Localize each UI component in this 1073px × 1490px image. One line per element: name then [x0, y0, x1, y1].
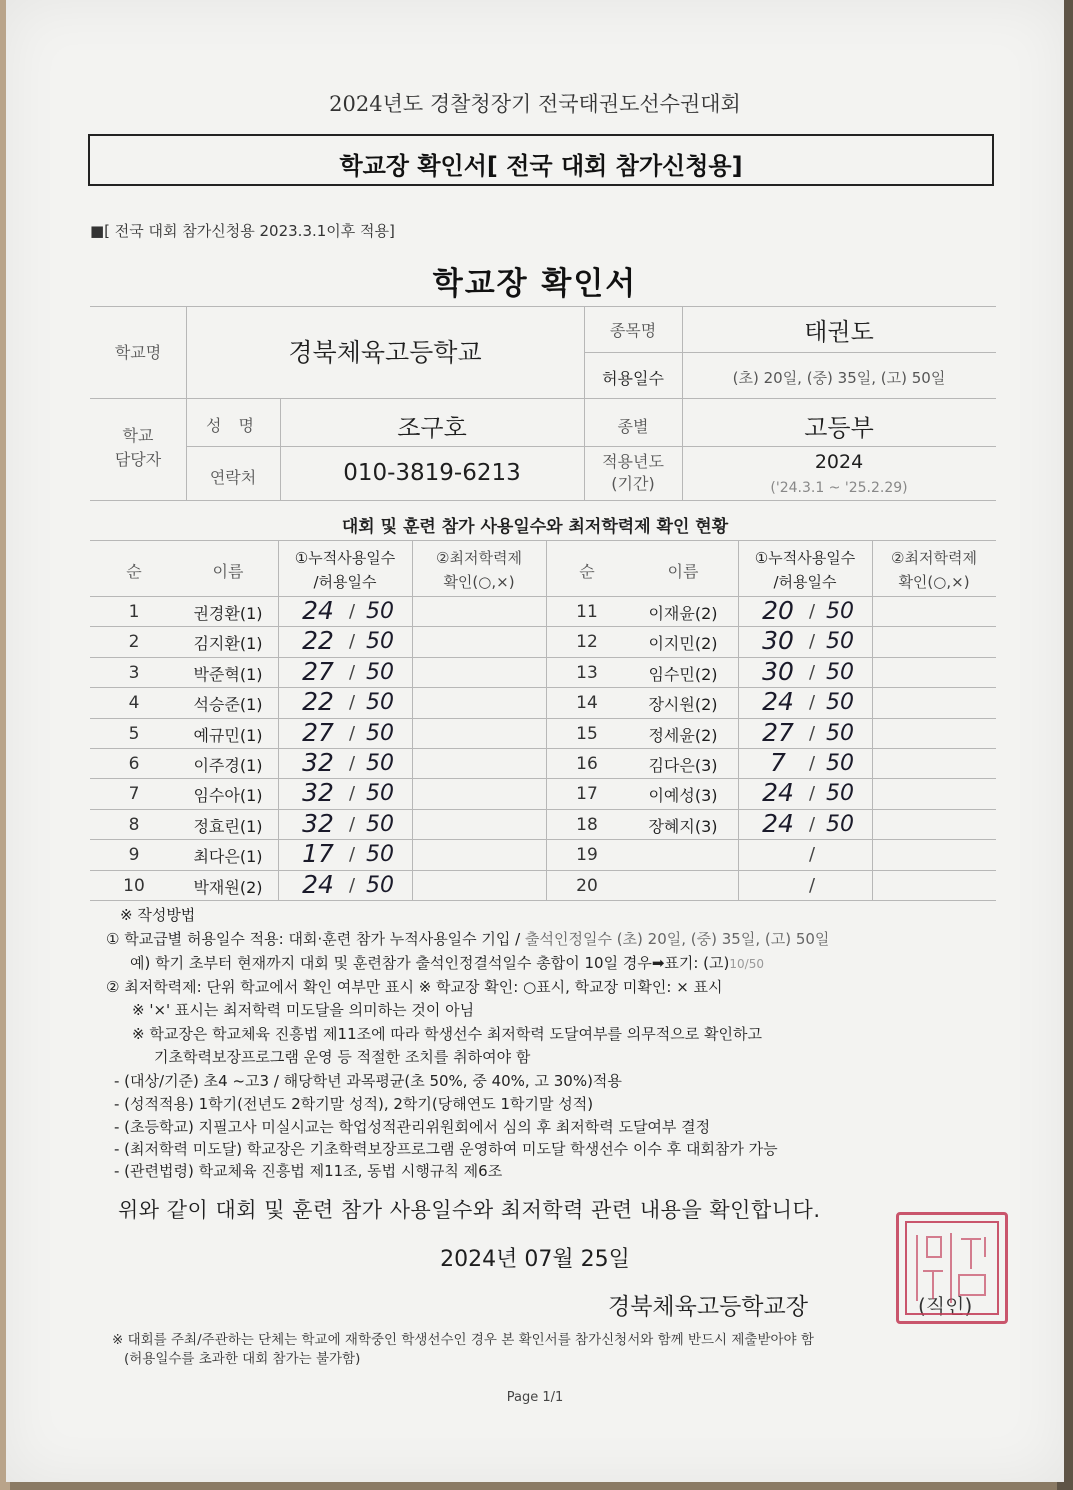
header-days-line2: /허용일수 [313, 573, 377, 591]
student-name: 박준혁(1) [193, 664, 263, 684]
slash-mark: / [348, 813, 356, 835]
grid-line [90, 398, 996, 399]
used-days: 22 [302, 687, 334, 717]
slash-mark: / [808, 753, 816, 774]
allowed-days: 50 [826, 690, 854, 716]
slash-mark: / [348, 783, 356, 805]
header-check-line1: ②최저학력제 [891, 549, 977, 567]
allowed-days: 50 [366, 842, 394, 868]
instruction-line-3: ② 최저학력제: 단위 학교에서 확인 여부만 표시 ※ 학교장 확인: ○표시, 학교장 미확인: × 표시 [106, 978, 723, 996]
table-grid-line [90, 540, 996, 541]
roster-table [90, 540, 996, 900]
row-number: 11 [576, 602, 598, 622]
used-days: 7 [770, 748, 786, 777]
table-row [90, 809, 996, 839]
allowed-days: 50 [826, 629, 854, 655]
used-days: 30 [762, 626, 794, 656]
year-label-line1: 적용년도 [602, 452, 664, 471]
year-label [584, 451, 682, 495]
instruction-line-1 [106, 928, 829, 949]
row-number: 1 [128, 602, 140, 622]
instruction-line-2b: 10/50 [729, 957, 764, 971]
year-value: 2024 [814, 451, 864, 473]
instruction-line-5: ※ 학교장은 학교체육 진흥법 제11조에 따라 학생선수 최저학력 도달여부를 의무적으로 확인하고 [132, 1025, 762, 1043]
used-days: 27 [302, 717, 334, 747]
slash-mark: / [348, 844, 356, 866]
slash-mark: / [348, 631, 356, 653]
allowed-label: 허용일수 [602, 369, 664, 388]
allowed-days: 50 [826, 811, 854, 837]
allowed-days: 50 [366, 599, 394, 624]
student-name: 임수민(2) [648, 664, 718, 684]
instruction-line-11: - (관련법령) 학교체육 진흥법 제11조, 동법 시행규칙 제6조 [114, 1162, 503, 1180]
application-note: ■[ 전국 대회 참가신청용 2023.3.1이후 적용] [90, 222, 395, 240]
allowed-days: 50 [826, 659, 854, 685]
contact-label: 연락처 [209, 468, 257, 487]
instruction-line-6: 기초학력보장프로그램 운영 등 적절한 조치를 취하여야 함 [154, 1048, 531, 1066]
row-number: 12 [576, 632, 598, 653]
row-number: 16 [576, 754, 598, 774]
instruction-line-2a: 예) 학기 초부터 현재까지 대회 및 훈련참가 출석인정결석일수 총합이 10일 경우➡표기: (고) [130, 954, 730, 972]
row-number: 7 [128, 784, 140, 805]
student-name: 예규민(1) [193, 725, 263, 745]
allowed-days: 50 [826, 751, 854, 776]
used-days: 32 [302, 748, 334, 777]
grid-line [90, 500, 996, 501]
row-number: 8 [128, 814, 140, 835]
used-days: 24 [302, 869, 334, 899]
student-name: 장혜지(3) [648, 816, 718, 836]
table-row [90, 748, 996, 778]
allowed-days: 50 [366, 720, 394, 746]
sport-label: 종목명 [609, 321, 657, 340]
row-number: 19 [576, 845, 598, 866]
instruction-line-2 [130, 952, 764, 973]
instruction-line-10: - (최저학력 미도달) 학교장은 기초학력보장프로그램 운영하여 미도달 학생선수 이수 후 대회참가 가능 [114, 1140, 778, 1158]
header-days-right [738, 546, 872, 594]
contact-value: 010-3819-6213 [343, 460, 521, 486]
slash-mark: / [808, 874, 816, 896]
row-number: 9 [128, 845, 140, 866]
used-days: 32 [302, 808, 334, 838]
allowed-days: 50 [826, 720, 854, 746]
header-days-line1: ①누적사용일수 [294, 549, 396, 567]
signer-name: 경북체육고등학교장 [608, 1294, 808, 1320]
student-name: 이주경(1) [193, 756, 263, 775]
seal-mark-text: (직인) [918, 1294, 973, 1318]
allowed-days: 50 [366, 751, 394, 776]
box-title: 학교장 확인서[ 전국 대회 참가신청용] [339, 152, 743, 180]
table-row [90, 839, 996, 869]
header-check-right [872, 546, 996, 594]
instruction-line-8: - (성적적용) 1학기(전년도 2학기말 성적), 2학기(당해연도 1학기말 성적) [114, 1095, 594, 1113]
student-name: 정세윤(2) [648, 725, 718, 745]
allowed-days: 50 [826, 781, 854, 807]
allowed-days: 50 [366, 781, 394, 807]
table-row [90, 657, 996, 687]
header-no-right: 순 [579, 562, 595, 581]
seal-pattern [899, 1215, 1005, 1321]
row-number: 10 [123, 875, 145, 896]
confirmation-statement: 위와 같이 대회 및 훈련 참가 사용일수와 최저학력 관련 내용을 확인합니다. [118, 1198, 821, 1222]
table-row [90, 687, 996, 717]
slash-mark: / [348, 753, 356, 774]
document-title: 학교장 확인서 [432, 266, 638, 302]
instruction-line-1a: ① 학교급별 허용일수 적용: 대회·훈련 참가 누적사용일수 기입 / [106, 930, 525, 948]
slash-mark: / [808, 692, 816, 714]
grid-line [90, 306, 996, 307]
slash-mark: / [348, 722, 356, 744]
instructions-title: ※ 작성방법 [120, 906, 196, 924]
table-row [90, 626, 996, 656]
row-number: 2 [128, 632, 140, 653]
year-label-line2: (기간) [611, 474, 655, 493]
used-days: 27 [302, 656, 334, 686]
confirmation-date: 2024년 07월 25일 [440, 1247, 630, 1272]
student-name: 이재윤(2) [648, 604, 718, 623]
student-name: 석승준(1) [193, 695, 263, 715]
slash-mark: / [808, 661, 816, 683]
used-days: 32 [302, 778, 334, 808]
used-days: 30 [762, 656, 794, 686]
allowed-days: 50 [366, 629, 394, 655]
table-row [90, 870, 996, 900]
instruction-line-7: - (대상/기준) 초4 ~고3 / 해당학년 과목평균(초 50%, 중 40%, 고 30%)적용 [114, 1072, 622, 1090]
header-check-line2: 확인(○,×) [898, 573, 970, 591]
header-days-left [278, 546, 412, 594]
student-name: 박재원(2) [193, 877, 263, 897]
row-number: 4 [128, 693, 140, 714]
instruction-line-4: ※ '×' 표시는 최저학력 미도달을 의미하는 것이 아님 [132, 1001, 475, 1019]
manager-label-line2: 담당자 [114, 450, 162, 469]
footer-note-1: ※ 대회를 주최/주관하는 단체는 학교에 재학중인 학생선수인 경우 본 확인서를 참가신청서와 함께 반드시 제출받아야 함 [112, 1332, 814, 1348]
header-name-right: 이름 [667, 562, 699, 581]
table-row [90, 778, 996, 808]
page-number: Page 1/1 [506, 1390, 564, 1405]
slash-mark: / [348, 874, 356, 896]
manager-label-line1: 학교 [122, 426, 154, 445]
header-days-line2: /허용일수 [773, 573, 837, 591]
student-name: 김다은(3) [648, 756, 718, 775]
school-label: 학교명 [114, 343, 162, 362]
used-days: 24 [302, 596, 334, 625]
slash-mark: / [808, 813, 816, 835]
row-number: 13 [576, 662, 598, 683]
allowed-days: 50 [366, 872, 394, 898]
instruction-line-9: - (초등학교) 지필고사 미실시교는 학업성적관리위원회에서 심의 후 최저학력 도달여부 결정 [114, 1118, 711, 1136]
used-days: 17 [302, 839, 334, 869]
manager-label [90, 424, 186, 472]
allowed-days: (초) 20일, (중) 35일, (고) 50일 [732, 369, 946, 387]
header-check-left [412, 546, 546, 594]
student-name: 이예성(3) [648, 786, 718, 806]
row-number: 3 [128, 662, 140, 683]
header-no-left: 순 [126, 562, 142, 581]
division-value: 고등부 [804, 414, 874, 442]
table-grid-line [90, 900, 996, 901]
slash-mark: / [348, 692, 356, 714]
row-number: 18 [576, 814, 598, 835]
school-name: 경북체육고등학교 [288, 338, 482, 367]
row-number: 14 [576, 693, 598, 714]
slash-mark: / [808, 631, 816, 653]
slash-mark: / [808, 601, 816, 622]
header-days-line1: ①누적사용일수 [754, 549, 856, 567]
name-label: 성 명 [206, 416, 260, 435]
student-name: 장시원(2) [648, 695, 718, 715]
student-name: 권경환(1) [193, 604, 263, 623]
header-check-line2: 확인(○,×) [443, 573, 515, 591]
slash-mark: / [808, 783, 816, 805]
instruction-line-1b: 출석인정일수 (초) 20일, (중) 35일, (고) 50일 [525, 930, 830, 948]
student-name: 최다은(1) [193, 847, 263, 867]
used-days: 24 [762, 778, 794, 808]
grid-line [584, 352, 996, 353]
slash-mark: / [348, 601, 356, 622]
student-name: 김지환(1) [193, 634, 263, 654]
manager-name: 조구호 [397, 414, 467, 442]
slash-mark: / [808, 722, 816, 744]
document-page [6, 0, 1064, 1482]
student-name: 정효린(1) [193, 816, 263, 836]
table-row [90, 596, 996, 626]
allowed-days: 50 [366, 659, 394, 685]
header-check-line1: ②최저학력제 [436, 549, 522, 567]
division-label: 종별 [617, 417, 649, 436]
used-days: 24 [762, 687, 794, 717]
row-number: 15 [576, 723, 598, 744]
table-row [90, 718, 996, 748]
row-number: 5 [128, 723, 140, 744]
used-days: 24 [762, 808, 794, 838]
header-name-left: 이름 [212, 562, 244, 581]
used-days: 22 [302, 626, 334, 656]
event-title: 2024년도 경찰청장기 전국태권도선수권대회 [329, 92, 741, 116]
student-name: 임수아(1) [193, 786, 263, 806]
footer-note-2: (허용일수를 초과한 대회 참가는 불가함) [124, 1351, 361, 1367]
used-days: 27 [762, 717, 794, 747]
row-number: 20 [576, 875, 598, 896]
table-heading: 대회 및 훈련 참가 사용일수와 최저학력제 확인 현황 [341, 517, 729, 537]
used-days: 20 [762, 596, 794, 625]
official-seal [896, 1212, 1008, 1324]
allowed-days: 50 [366, 690, 394, 716]
row-number: 17 [576, 784, 598, 805]
allowed-days: 50 [366, 811, 394, 837]
slash-mark: / [808, 844, 816, 866]
sport-value: 태권도 [804, 318, 874, 346]
student-name: 이지민(2) [648, 634, 718, 654]
year-period: ('24.3.1 ~ '25.2.29) [770, 480, 908, 496]
grid-line [186, 446, 996, 447]
row-number: 6 [128, 754, 140, 774]
allowed-days: 50 [826, 599, 854, 624]
slash-mark: / [348, 661, 356, 683]
